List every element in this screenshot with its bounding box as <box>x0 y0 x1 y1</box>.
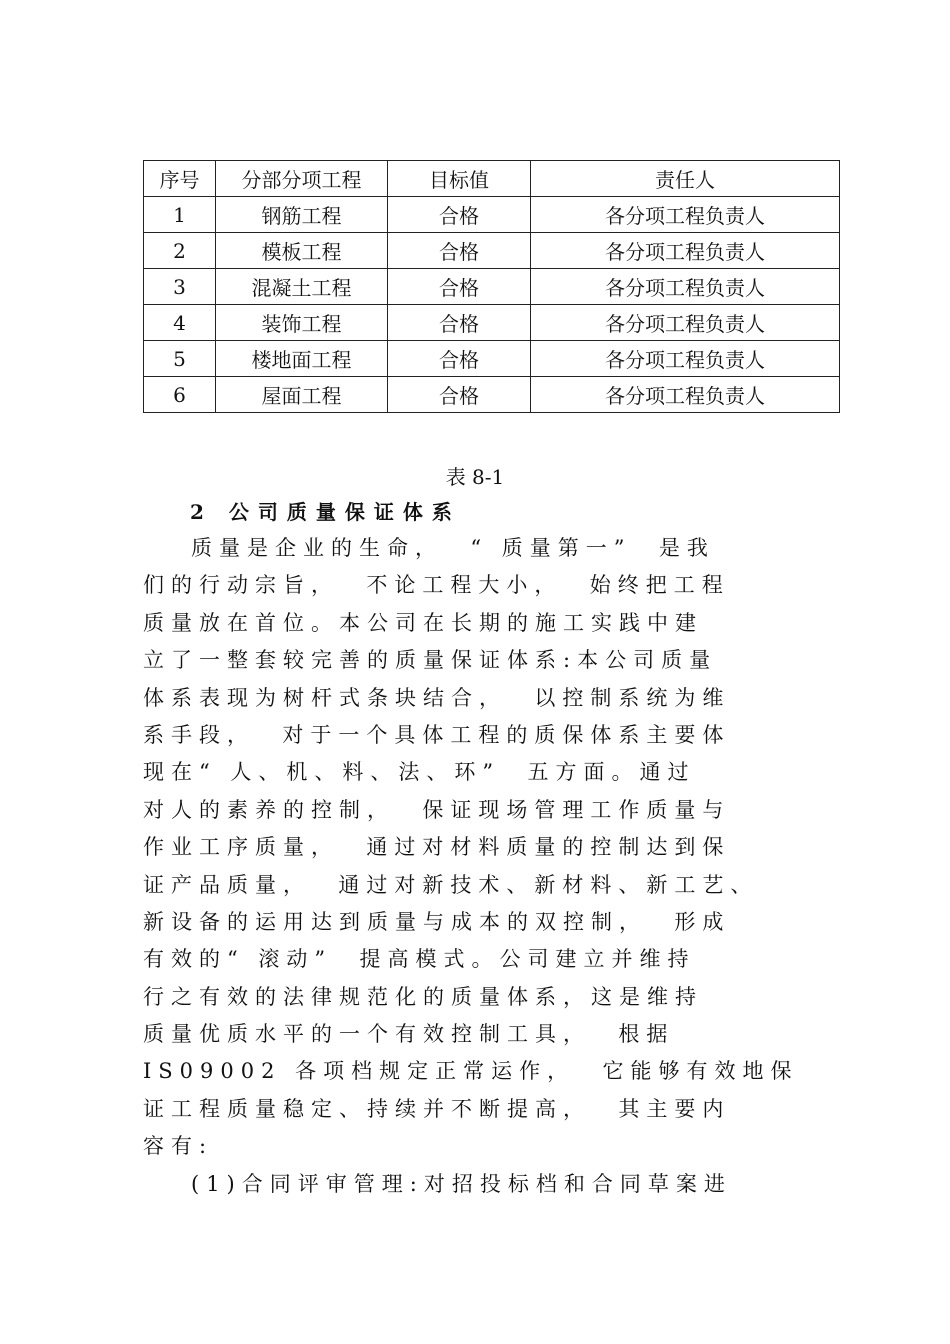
cell-project: 楼地面工程 <box>216 341 388 377</box>
header-project: 分部分项工程 <box>216 161 388 197</box>
cell-seq: 1 <box>144 197 216 233</box>
cell-target: 合格 <box>388 197 531 233</box>
paragraph-line: (1)合同评审管理:对招投标档和合同草案进 <box>191 1171 732 1196</box>
paragraph-line: IS09002 各项档规定正常运作， 它能够有效地保 <box>143 1059 799 1084</box>
cell-target: 合格 <box>388 377 531 413</box>
cell-project: 模板工程 <box>216 233 388 269</box>
header-target: 目标值 <box>388 161 531 197</box>
paragraph-line: 新设备的运用达到质量与成本的双控制， 形成 <box>143 909 731 934</box>
cell-project: 屋面工程 <box>216 377 388 413</box>
table-row <box>144 377 840 413</box>
paragraph-line: 有效的“ 滚动” 提高模式。公司建立并维持 <box>143 947 696 972</box>
table-row <box>144 305 840 341</box>
paragraph-line: 质量优质水平的一个有效控制工具， 根据 <box>143 1022 675 1047</box>
paragraph-line: 现在“ 人、机、料、法、环” 五方面。通过 <box>143 760 696 785</box>
cell-project: 装饰工程 <box>216 305 388 341</box>
cell-seq: 6 <box>144 377 216 413</box>
cell-target: 合格 <box>388 269 531 305</box>
cell-project: 混凝土工程 <box>216 269 388 305</box>
table-caption: 表 8-1 <box>445 465 505 489</box>
paragraph-line: 行之有效的法律规范化的质量体系，这是维持 <box>143 984 703 1009</box>
cell-seq: 3 <box>144 269 216 305</box>
paragraph-line: 们的行动宗旨， 不论工程大小， 始终把工程 <box>143 573 730 598</box>
header-seq: 序号 <box>144 161 216 197</box>
cell-target: 合格 <box>388 341 531 377</box>
table-row <box>144 269 840 305</box>
quality-target-table <box>143 160 840 413</box>
cell-owner: 各分项工程负责人 <box>531 305 840 341</box>
section-body <box>143 530 843 1203</box>
paragraph-line: 系手段， 对于一个具体工程的质保体系主要体 <box>143 722 731 747</box>
cell-target: 合格 <box>388 233 531 269</box>
paragraph-line: 证工程质量稳定、持续并不断提高， 其主要内 <box>143 1096 731 1121</box>
paragraph-line: 证产品质量， 通过对新技术、新材料、新工艺、 <box>143 872 759 897</box>
cell-target: 合格 <box>388 305 531 341</box>
cell-owner: 各分项工程负责人 <box>531 377 840 413</box>
paragraph-line: 质量是企业的生命， “ 质量第一” 是我 <box>191 536 715 560</box>
table-header-row <box>144 161 840 197</box>
table-row <box>144 341 840 377</box>
cell-owner: 各分项工程负责人 <box>531 233 840 269</box>
paragraph-line: 立了一整套较完善的质量保证体系:本公司质量 <box>143 648 718 673</box>
table-row <box>144 197 840 233</box>
table-row <box>144 233 840 269</box>
cell-owner: 各分项工程负责人 <box>531 341 840 377</box>
cell-owner: 各分项工程负责人 <box>531 197 840 233</box>
cell-project: 钢筋工程 <box>216 197 388 233</box>
paragraph-line: 对人的素养的控制， 保证现场管理工作质量与 <box>143 797 731 822</box>
cell-seq: 2 <box>144 233 216 269</box>
paragraph-line: 容有: <box>143 1134 214 1159</box>
header-owner: 责任人 <box>531 161 840 197</box>
cell-seq: 4 <box>144 305 216 341</box>
cell-seq: 5 <box>144 341 216 377</box>
paragraph-line: 体系表现为树杆式条块结合， 以控制系统为维 <box>143 685 731 710</box>
paragraph-line: 质量放在首位。本公司在长期的施工实践中建 <box>143 610 703 635</box>
paragraph-line: 作业工序质量， 通过对材料质量的控制达到保 <box>143 835 731 860</box>
cell-owner: 各分项工程负责人 <box>531 269 840 305</box>
section-heading: 2 公司质量保证体系 <box>190 500 461 524</box>
